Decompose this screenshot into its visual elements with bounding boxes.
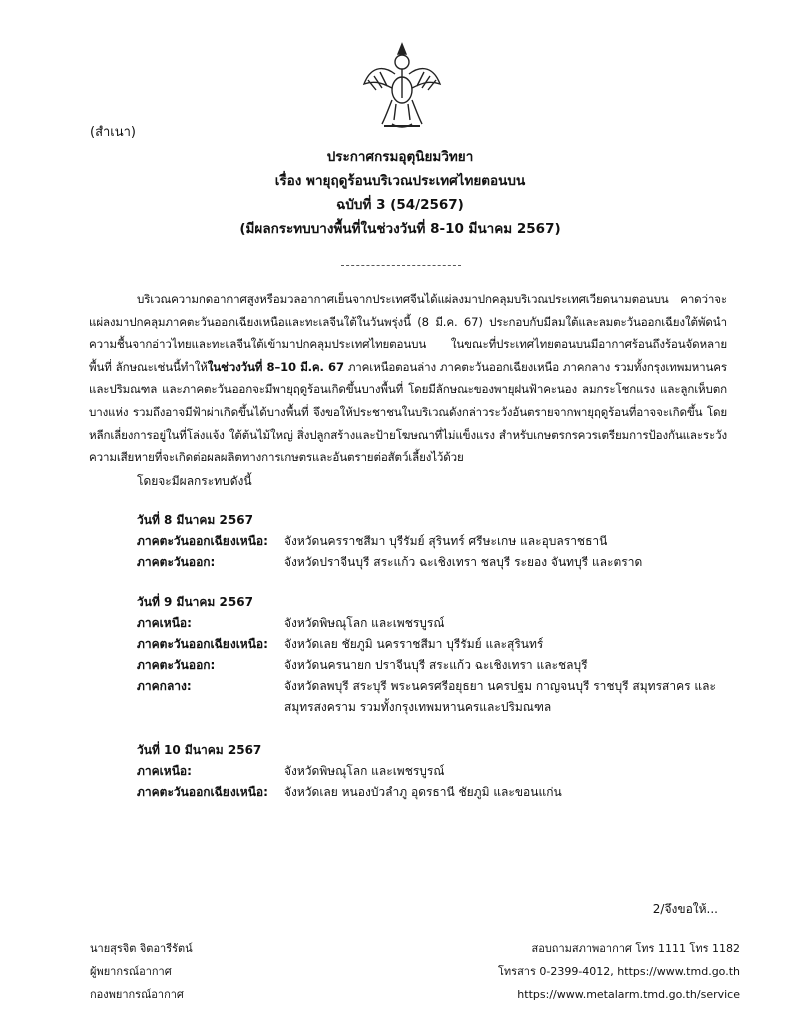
region-row	[137, 531, 737, 552]
title-line: ฉบับที่ 3 (54/2567)	[336, 197, 464, 213]
province-list: จังหวัดเลย หนองบัวลำภู อุดรธานี ชัยภูมิ และขอนแก่น	[284, 785, 562, 799]
region-row	[137, 634, 737, 655]
forecaster-division: กองพยากรณ์อากาศ	[90, 988, 184, 1001]
contact-info	[498, 937, 740, 1006]
region-label: ภาคเหนือ:	[137, 764, 192, 778]
region-label: ภาคตะวันออกเฉียงเหนือ:	[137, 637, 268, 651]
province-list: จังหวัดนครราชสีมา บุรีรัมย์ สุรินทร์ ศรีษะเกษ และอุบลราชธานี	[284, 534, 608, 548]
province-list: จังหวัดพิษณุโลก และเพชรบูรณ์	[284, 764, 445, 778]
title-line: (มีผลกระทบบางพื้นที่ในช่วงวันที่ 8-10 มีนาคม 2567)	[239, 221, 561, 237]
region-label: ภาคตะวันออก:	[137, 658, 216, 672]
forecaster-info	[90, 937, 193, 1006]
divider	[341, 265, 461, 266]
forecaster-name: นายสุรจิต จิตอารีรัตน์	[90, 942, 193, 955]
region-row	[137, 613, 737, 634]
region-label: ภาคเหนือ:	[137, 616, 192, 630]
title-line: เรื่อง พายุฤดูร้อนบริเวณประเทศไทยตอนบน	[274, 173, 526, 189]
region-label: ภาคตะวันออกเฉียงเหนือ:	[137, 534, 268, 548]
region-label: ภาคกลาง:	[137, 679, 192, 693]
garuda-emblem-icon	[362, 40, 442, 130]
region-label: ภาคตะวันออกเฉียงเหนือ:	[137, 785, 268, 799]
next-page-marker: 2/จึงขอให้...	[652, 902, 718, 916]
date-heading: วันที่ 10 มีนาคม 2567	[137, 743, 262, 757]
document-title	[0, 146, 800, 240]
schedule-day	[137, 740, 737, 803]
body-text: บริเวณความกดอากาศสูงหรือมวลอากาศเย็นจากประเทศจีนได้แผ่ลงมาปกคลุมบริเวณประเทศเวียดนามตอนบน คาดว่าจะแผ่ลงมาปกคลุมภาคตะวันออกเฉียงเหนือและทะเลจีนใต้ในวันพรุ่งนี้ (8 มี.ค. 67) ประกอบกับมีลมใต้และลมตะวันออกเฉียงใต้พัดนำความชื้นจากอ่าวไทยและทะเลจีนใต้เข้ามาปกคลุมประเทศไทยตอนบน ในขณะที่ประเทศไทยตอนบนมีอากาศร้อนถึงร้อนจัดหลายพื้นที่ ลักษณะเช่นนี้ทำให้	[89, 292, 727, 374]
region-row	[137, 761, 737, 782]
region-row	[137, 655, 737, 676]
announcement-body	[89, 288, 727, 469]
region-label: ภาคตะวันออก:	[137, 555, 216, 569]
region-row	[137, 782, 737, 803]
body-text: ภาคเหนือตอนล่าง ภาคตะวันออกเฉียงเหนือ ภาคกลาง รวมทั้งกรุงเทพมหานครและปริมณฑล และภาคตะวันออกจะมีพายุฤดูร้อนเกิดขึ้นบางพื้นที่ โดยมีลักษณะของพายุฝนฟ้าคะนอง ลมกระโชกแรง และลูกเห็บตกบางแห่ง รวมถึงอาจมีฟ้าผ่าเกิดขึ้นได้บางพื้นที่ จึงขอให้ประชาชนในบริเวณดังกล่าวระวังอันตรายจากพายุฤดูร้อนที่อาจจะเกิดขึ้น โดยหลีกเลี่ยงการอยู่ในที่โล่งแจ้ง ใต้ต้นไม้ใหญ่ สิ่งปลูกสร้างและป้ายโฆษณาที่ไม่แข็งแรง สำหรับเกษตรกรควรเตรียมการป้องกันและระวังความเสียหายที่จะเกิดต่อผลผลิตทางการเกษตรและอันตรายต่อสัตว์เลี้ยงไว้ด้วย	[89, 359, 727, 465]
forecaster-title: ผู้พยากรณ์อากาศ	[90, 965, 172, 978]
contact-url: https://www.metalarm.tmd.go.th/service	[517, 988, 740, 1001]
province-list: จังหวัดลพบุรี สระบุรี พระนครศรีอยุธยา นครปฐม กาญจนบุรี ราชบุรี สมุทรสาคร และสมุทรสงคราม รวมทั้งกรุงเทพมหานครและปริมณฑล	[284, 679, 716, 714]
impact-intro: โดยจะมีผลกระทบดังนี้	[137, 474, 252, 488]
province-list: จังหวัดเลย ชัยภูมิ นครราชสีมา บุรีรัมย์ และสุรินทร์	[284, 637, 544, 651]
contact-phone: สอบถามสภาพอากาศ โทร 1111 โทร 1182	[531, 942, 740, 955]
schedule-day	[137, 592, 737, 718]
province-list: จังหวัดนครนายก ปราจีนบุรี สระแก้ว ฉะเชิงเทรา และชลบุรี	[284, 658, 588, 672]
body-bold-text: ในช่วงวันที่ 8–10 มี.ค. 67	[207, 359, 344, 374]
date-heading: วันที่ 8 มีนาคม 2567	[137, 513, 253, 527]
province-list: จังหวัดพิษณุโลก และเพชรบูรณ์	[284, 616, 445, 630]
title-line: ประกาศกรมอุตุนิยมวิทยา	[326, 149, 474, 165]
schedule-day	[137, 510, 737, 573]
contact-fax: โทรสาร 0-2399-4012, https://www.tmd.go.th	[498, 965, 740, 978]
region-row	[137, 552, 737, 573]
date-heading: วันที่ 9 มีนาคม 2567	[137, 595, 253, 609]
region-row	[137, 676, 737, 718]
copy-label: (สำเนา)	[90, 125, 137, 140]
province-list: จังหวัดปราจีนบุรี สระแก้ว ฉะเชิงเทรา ชลบุรี ระยอง จันทบุรี และตราด	[284, 555, 643, 569]
